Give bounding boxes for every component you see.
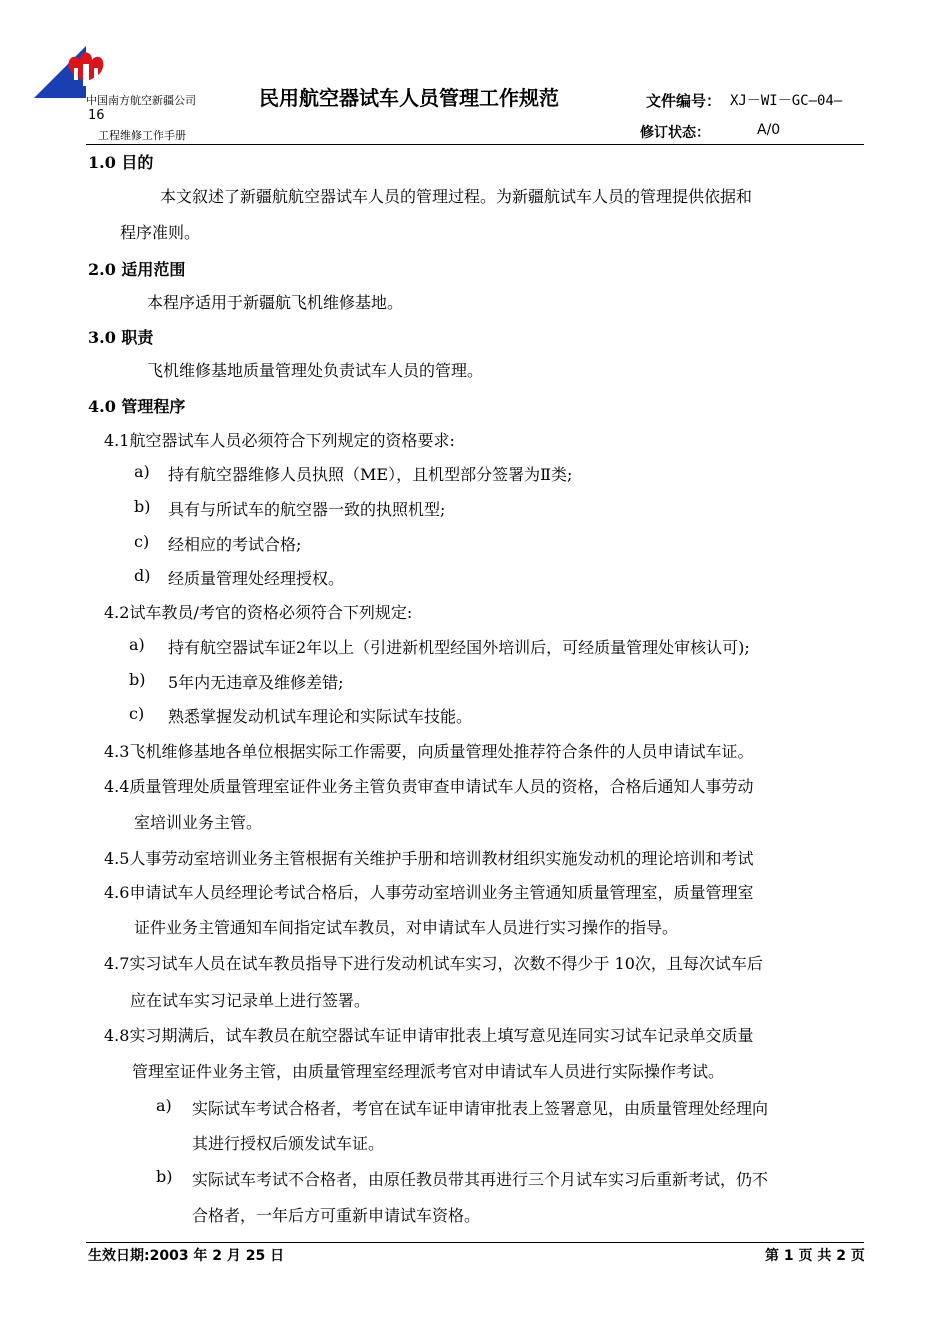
clause-4-8-a-line-2: 其进行授权后颁发试车证。 <box>192 1134 385 1153</box>
clause-4-1-a: 持有航空器维修人员执照（ME），且机型部分签署为Ⅱ类; <box>168 465 573 484</box>
clause-4-1-c-marker: c) <box>134 532 150 551</box>
clause-4-4-line-1: 4.4质量管理处质量管理室证件业务主管负责审查申请试车人员的资格，合格后通知人事劳动 <box>104 777 754 796</box>
scope-line-1: 本程序适用于新疆航飞机维修基地。 <box>147 293 404 312</box>
section-heading-scope: 2.0 适用范围 <box>88 260 186 279</box>
clause-4-1-b: 具有与所试车的航空器一致的执照机型; <box>168 500 446 519</box>
clause-4-2: 4.2试车教员/考官的资格必须符合下列规定: <box>104 603 413 622</box>
clause-4-1: 4.1航空器试车人员必须符合下列规定的资格要求: <box>104 431 455 450</box>
revision-value: A/0 <box>757 122 781 138</box>
doc-number-label: 文件编号： <box>646 92 722 110</box>
clause-4-8-b-line-2: 合格者，一年后方可重新申请试车资格。 <box>192 1206 481 1225</box>
clause-4-2-a: 持有航空器试车证2年以上（引进新机型经国外培训后，可经质量管理处审核认可); <box>168 638 750 657</box>
company-name: 中国南方航空新疆公司 <box>86 94 196 107</box>
purpose-line-2: 程序准则。 <box>120 223 201 242</box>
clause-4-1-a-marker: a) <box>134 462 150 481</box>
section-heading-purpose: 1.0 目的 <box>88 153 154 172</box>
clause-4-1-b-marker: b) <box>134 497 151 516</box>
clause-4-6-line-1: 4.6申请试车人员经理论考试合格后，人事劳动室培训业务主管通知质量管理室，质量管理室 <box>104 883 754 902</box>
clause-4-8-a-line-1: 实际试车考试合格者，考官在试车证申请审批表上签署意见，由质量管理处经理向 <box>192 1099 769 1118</box>
section-heading-responsibility: 3.0 职责 <box>88 328 154 347</box>
purpose-line-1: 本文叙述了新疆航航空器试车人员的管理过程。为新疆航试车人员的管理提供依据和 <box>160 187 753 206</box>
clause-4-6-line-2: 证件业务主管通知车间指定试车教员，对申请试车人员进行实习操作的指导。 <box>134 918 679 937</box>
clause-4-2-c: 熟悉掌握发动机试车理论和实际试车技能。 <box>168 707 473 726</box>
clause-4-2-b-marker: b) <box>129 670 146 689</box>
clause-4-8-line-2: 管理室证件业务主管，由质量管理室经理派考官对申请试车人员进行实际操作考试。 <box>132 1062 725 1081</box>
clause-4-8-b-line-1: 实际试车考试不合格者，由原任教员带其再进行三个月试车实习后重新考试，仍不 <box>192 1170 769 1189</box>
responsibility-line-1: 飞机维修基地质量管理处负责试车人员的管理。 <box>147 361 484 380</box>
clause-4-4-line-2: 室培训业务主管。 <box>134 813 263 832</box>
clause-4-5: 4.5人事劳动室培训业务主管根据有关维护手册和培训教材组织实施发动机的理论培训和考试 <box>104 849 754 868</box>
clause-4-8-b-marker: b) <box>156 1167 173 1186</box>
page-title: 民用航空器试车人员管理工作规范 <box>259 86 559 110</box>
clause-4-7-line-1: 4.7实习试车人员在试车教员指导下进行发动机试车实习，次数不得少于 10次，且每次试车后 <box>104 954 763 973</box>
footer-divider <box>86 1242 864 1243</box>
doc-number-value: XJ－WI－GC—04— <box>730 93 843 109</box>
clause-4-1-d-marker: d) <box>134 566 151 585</box>
clause-4-2-c-marker: c) <box>129 704 145 723</box>
clause-4-1-c: 经相应的考试合格; <box>168 535 302 554</box>
effective-date: 生效日期:2003 年 2 月 25 日 <box>88 1248 285 1264</box>
clause-4-7-line-2: 应在试车实习记录单上进行签署。 <box>130 991 371 1010</box>
revision-label: 修订状态： <box>640 125 710 141</box>
clause-4-2-a-marker: a) <box>129 635 145 654</box>
page-number: 第 1 页 共 2 页 <box>765 1248 865 1264</box>
clause-4-8-line-1: 4.8实习期满后，试车教员在航空器试车证申请审批表上填写意见连同实习试车记录单交质量 <box>104 1026 754 1045</box>
header-divider <box>86 144 864 145</box>
clause-4-3: 4.3飞机维修基地各单位根据实际工作需要，向质量管理处推荐符合条件的人员申请试车证。 <box>104 742 754 761</box>
clause-4-1-d: 经质量管理处经理授权。 <box>168 569 345 588</box>
clause-4-2-b: 5年内无违章及维修差错; <box>168 673 344 692</box>
manual-name: 工程维修工作手册 <box>98 129 186 142</box>
clause-4-8-a-marker: a) <box>156 1096 172 1115</box>
doc-number-overflow: 16 <box>88 108 105 123</box>
section-heading-procedure: 4.0 管理程序 <box>88 397 186 416</box>
